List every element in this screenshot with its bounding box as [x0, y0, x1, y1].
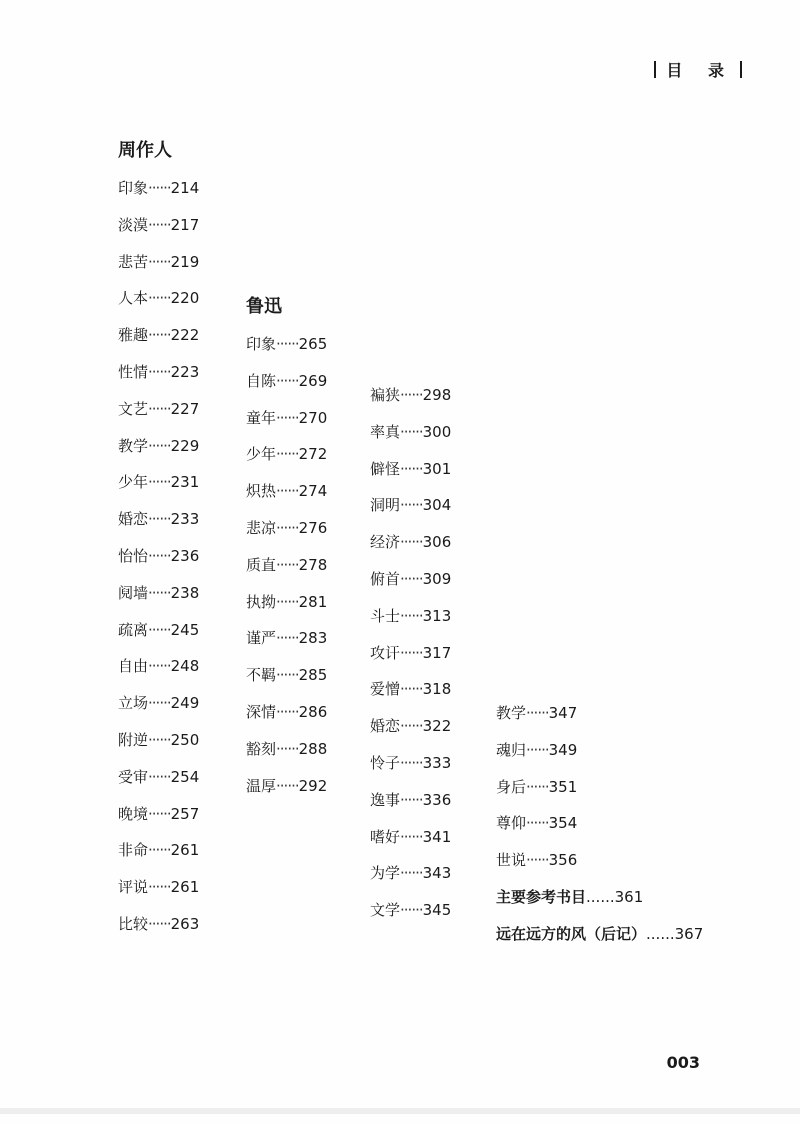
toc-entry-leader: ······	[148, 252, 171, 271]
toc-entry	[370, 753, 451, 773]
toc-entry-label: 深情	[246, 702, 277, 721]
toc-entry-label: 文艺	[118, 399, 149, 418]
toc-entry	[118, 215, 199, 235]
toc-entry-label: 不羁	[246, 666, 277, 685]
column-zhou-zuoren	[118, 141, 199, 951]
toc-entry-page: 217	[170, 215, 200, 234]
toc-entry-leader: ······	[276, 445, 299, 464]
toc-entry-page: 276	[298, 518, 328, 537]
toc-entry-label: 比较	[118, 914, 149, 933]
toc-entry-leader: ······	[148, 841, 171, 860]
toc-entry-leader: ······	[526, 851, 549, 870]
toc-entry-leader: ······	[148, 362, 171, 381]
toc-entry-page: 222	[170, 326, 200, 345]
toc-entry-leader: ······	[148, 179, 171, 197]
toc-entry-leader: ······	[148, 289, 171, 308]
toc-entry-leader: ······	[276, 371, 299, 390]
toc-entry-page: 263	[170, 914, 200, 933]
toc-entry-page: 249	[170, 694, 200, 713]
toc-entry-page: 248	[170, 657, 200, 676]
toc-entry-label: 评说	[118, 878, 149, 897]
toc-entry	[118, 877, 199, 897]
toc-entry-leader: ······	[148, 804, 171, 823]
toc-entry	[370, 679, 451, 699]
toc-entry-label: 人本	[118, 289, 149, 308]
toc-entry-leader: ······	[400, 386, 423, 404]
toc-entry-page: 274	[298, 482, 328, 501]
toc-entry-page: 347	[548, 704, 578, 722]
toc-entry-label: 阋墙	[118, 583, 149, 602]
toc-entry-page: 313	[422, 606, 452, 625]
toc-entry-page: 309	[422, 569, 452, 588]
toc-entry-label: 世说	[496, 851, 527, 870]
toc-entry-leader: ······	[276, 335, 299, 353]
toc-entry-page: 345	[422, 901, 452, 920]
toc-entry-leader: ······	[526, 704, 549, 722]
toc-entry-label: 褊狭	[370, 386, 401, 404]
toc-entry-leader: ······	[400, 496, 423, 515]
toc-entry-label: 少年	[246, 445, 277, 464]
toc-entry-leader: ······	[276, 482, 299, 501]
toc-entry-page: 286	[298, 702, 328, 721]
toc-extra-label: 远在远方的风（后记）	[496, 924, 647, 943]
toc-entry-page: 270	[298, 408, 328, 427]
toc-entry-label: 淡漠	[118, 215, 149, 234]
toc-entry-leader: ······	[148, 730, 171, 749]
toc-entry	[118, 767, 199, 787]
toc-entry-label: 教学	[496, 704, 527, 722]
toc-entry-leader: ······	[148, 215, 171, 234]
toc-entry	[246, 371, 327, 391]
toc-entry-label: 逸事	[370, 790, 401, 809]
column-lu-xun-cont	[370, 385, 451, 937]
toc-entry-label: 身后	[496, 777, 527, 796]
toc-entry-label: 立场	[118, 694, 149, 713]
toc-entry-page: 223	[170, 362, 200, 381]
toc-entry-page: 341	[422, 827, 452, 846]
toc-entry-leader: ······	[276, 629, 299, 648]
toc-entry-page: 250	[170, 730, 200, 749]
toc-entry-page: 285	[298, 666, 328, 685]
toc-entry-page: 261	[170, 841, 200, 860]
toc-entry-leader: ······	[148, 510, 171, 529]
toc-entry-label: 率真	[370, 422, 401, 441]
toc-entry-page: 333	[422, 753, 452, 772]
toc-entry-page: 231	[170, 473, 200, 492]
toc-entry-leader: ······	[400, 864, 423, 883]
toc-entry-leader: ······	[276, 702, 299, 721]
toc-entry-label: 疏离	[118, 620, 149, 639]
toc-entry-label: 爱憎	[370, 680, 401, 699]
toc-entry-label: 质直	[246, 555, 277, 574]
toc-entry-page: 238	[170, 583, 200, 602]
toc-entry-leader: ······	[276, 592, 299, 611]
toc-entry	[370, 569, 451, 589]
toc-entry-label: 怜子	[370, 753, 401, 772]
toc-entry-label: 教学	[118, 436, 149, 455]
toc-entry-label: 嗜好	[370, 827, 401, 846]
toc-entry-leader: ······	[400, 533, 423, 552]
toc-entry	[118, 399, 199, 419]
toc-entry	[370, 606, 451, 626]
toc-entry	[496, 740, 703, 760]
toc-entry	[118, 178, 199, 198]
toc-entry	[118, 288, 199, 308]
header-left-bar	[654, 61, 656, 78]
toc-entry-page: 306	[422, 533, 452, 552]
toc-entry-leader: ······	[276, 776, 299, 795]
toc-entry-page: 349	[548, 740, 578, 759]
toc-entry-label: 温厚	[246, 776, 277, 795]
toc-entry-page: 278	[298, 555, 328, 574]
toc-entry-leader: ······	[400, 753, 423, 772]
toc-entry-page: 261	[170, 878, 200, 897]
toc-entry-leader: ······	[400, 459, 423, 478]
column-lu-xun-end	[496, 703, 703, 961]
toc-entry-leader: ······	[526, 740, 549, 759]
toc-entry-label: 自陈	[246, 371, 277, 390]
toc-entry	[118, 914, 199, 934]
toc-entry-page: 317	[422, 643, 452, 662]
toc-entry-label: 婚恋	[118, 510, 149, 529]
toc-entry-leader: ······	[276, 555, 299, 574]
header-mark	[654, 58, 742, 81]
toc-entry-page: 322	[422, 717, 452, 736]
toc-entry	[118, 252, 199, 272]
toc-entry	[370, 532, 451, 552]
toc-entry-leader: ······	[276, 408, 299, 427]
toc-entry-label: 谨严	[246, 629, 277, 648]
toc-entry-page: 304	[422, 496, 452, 515]
toc-entry-leader: ······	[276, 666, 299, 685]
toc-entry-leader: ······	[148, 546, 171, 565]
toc-entry-label: 印象	[118, 179, 149, 197]
toc-entry-page: 300	[422, 422, 452, 441]
toc-extra-entry	[496, 924, 703, 944]
scan-edge	[0, 1108, 800, 1114]
toc-entry-label: 婚恋	[370, 717, 401, 736]
toc-entry	[370, 422, 451, 442]
toc-entry-page: 292	[298, 776, 328, 795]
toc-entry-leader: ······	[526, 814, 549, 833]
toc-entry	[370, 790, 451, 810]
toc-entry-leader: ······	[400, 643, 423, 662]
toc-entry	[118, 693, 199, 713]
toc-entry	[118, 509, 199, 529]
toc-entry-label: 俯首	[370, 569, 401, 588]
toc-entry-label: 经济	[370, 533, 401, 552]
toc-entry-label: 执拗	[246, 592, 277, 611]
toc-entry-leader: ······	[400, 717, 423, 736]
toc-entry-page: 301	[422, 459, 452, 478]
toc-entry-page: 254	[170, 767, 200, 786]
toc-entry-label: 非命	[118, 841, 149, 860]
toc-entry	[370, 643, 451, 663]
toc-entry-label: 洞明	[370, 496, 401, 515]
toc-entry-page: 356	[548, 851, 578, 870]
toc-entry-page: 229	[170, 436, 200, 455]
toc-entry	[496, 850, 703, 870]
toc-entry-page: 298	[422, 386, 452, 404]
toc-entry-page: 336	[422, 790, 452, 809]
toc-entry-leader: ······	[148, 399, 171, 418]
toc-entry	[118, 620, 199, 640]
toc-entry-page: 343	[422, 864, 452, 883]
toc-entry	[118, 656, 199, 676]
toc-entry-label: 晚境	[118, 804, 149, 823]
toc-entry-leader: ······	[400, 606, 423, 625]
toc-entry	[118, 546, 199, 566]
toc-entry	[370, 900, 451, 920]
toc-entry-leader: ······	[148, 326, 171, 345]
toc-entry-page: 233	[170, 510, 200, 529]
toc-entry	[118, 730, 199, 750]
toc-entry-page: 214	[170, 179, 200, 197]
toc-entry-page: 354	[548, 814, 578, 833]
toc-entry	[246, 444, 327, 464]
toc-entry	[118, 840, 199, 860]
toc-entry	[246, 592, 327, 612]
toc-entry-leader: ······	[148, 620, 171, 639]
page-number: 003	[666, 1053, 700, 1072]
toc-entry-label: 炽热	[246, 482, 277, 501]
toc-entry-label: 印象	[246, 335, 277, 353]
toc-entry-leader: ······	[526, 777, 549, 796]
toc-entry	[246, 776, 327, 796]
toc-entry-label: 附逆	[118, 730, 149, 749]
toc-entry	[370, 863, 451, 883]
toc-entry	[496, 813, 703, 833]
toc-extra-page: ......361	[586, 887, 644, 906]
toc-entry	[118, 362, 199, 382]
toc-entry-leader: ······	[148, 657, 171, 676]
header-right-bar	[740, 61, 742, 78]
toc-entry-leader: ······	[400, 569, 423, 588]
toc-entry-label: 僻怪	[370, 459, 401, 478]
toc-entry	[246, 481, 327, 501]
toc-entry	[118, 804, 199, 824]
toc-entry-leader: ······	[148, 583, 171, 602]
toc-entry-label: 悲凉	[246, 518, 277, 537]
toc-entry	[118, 436, 199, 456]
toc-entry	[370, 716, 451, 736]
toc-entry-page: 220	[170, 289, 200, 308]
toc-entry-page: 219	[170, 252, 200, 271]
toc-entry-page: 351	[548, 777, 578, 796]
toc-extra-label: 主要参考书目	[496, 887, 587, 906]
toc-extra-page: ......367	[646, 924, 704, 943]
toc-entry-leader: ······	[148, 694, 171, 713]
toc-entry-leader: ······	[400, 790, 423, 809]
toc-entry-leader: ······	[148, 436, 171, 455]
section-title-zhou-zuoren: 周作人	[118, 140, 172, 161]
toc-entry-label: 为学	[370, 864, 401, 883]
toc-entry-leader: ······	[276, 518, 299, 537]
toc-entry-label: 尊仰	[496, 814, 527, 833]
toc-entry-page: 272	[298, 445, 328, 464]
toc-entry-label: 魂归	[496, 740, 527, 759]
toc-entry-label: 少年	[118, 473, 149, 492]
header-label: 目 录	[666, 61, 734, 80]
toc-entry-page: 245	[170, 620, 200, 639]
column-lu-xun	[246, 297, 327, 812]
toc-entry-leader: ······	[400, 680, 423, 699]
toc-entry-leader: ······	[148, 767, 171, 786]
toc-entry-label: 怡怡	[118, 546, 149, 565]
toc-entry-page: 269	[298, 371, 328, 390]
toc-entry	[118, 472, 199, 492]
toc-entry	[246, 518, 327, 538]
toc-entry-leader: ······	[148, 914, 171, 933]
toc-entry-page: 281	[298, 592, 328, 611]
toc-entry	[370, 495, 451, 515]
toc-entry	[118, 583, 199, 603]
toc-entry-label: 豁刻	[246, 739, 277, 758]
toc-entry	[246, 555, 327, 575]
toc-entry-page: 236	[170, 546, 200, 565]
toc-entry-page: 283	[298, 629, 328, 648]
section-title-lu-xun: 鲁迅	[246, 296, 282, 317]
toc-entry	[370, 459, 451, 479]
toc-entry	[370, 827, 451, 847]
toc-entry-label: 童年	[246, 408, 277, 427]
toc-entry	[246, 628, 327, 648]
toc-entry-leader: ······	[400, 901, 423, 920]
toc-entry-label: 性情	[118, 362, 149, 381]
toc-entry	[370, 385, 451, 405]
toc-entry-page: 227	[170, 399, 200, 418]
toc-entry-label: 文学	[370, 901, 401, 920]
toc-entry-leader: ······	[400, 827, 423, 846]
toc-entry	[246, 665, 327, 685]
toc-entry-label: 雅趣	[118, 326, 149, 345]
toc-entry-label: 悲苦	[118, 252, 149, 271]
toc-entry-label: 斗士	[370, 606, 401, 625]
toc-entry-leader: ······	[400, 422, 423, 441]
toc-entry-label: 受审	[118, 767, 149, 786]
toc-entry-leader: ······	[148, 878, 171, 897]
toc-entry-label: 攻讦	[370, 643, 401, 662]
toc-entry	[246, 739, 327, 759]
toc-entry	[496, 777, 703, 797]
toc-entry-page: 265	[298, 335, 328, 353]
toc-entry	[246, 702, 327, 722]
toc-extra-entry	[496, 887, 703, 907]
toc-entry	[118, 325, 199, 345]
toc-entry-label: 自由	[118, 657, 149, 676]
toc-entry	[496, 703, 703, 723]
toc-entry	[246, 408, 327, 428]
toc-entry-leader: ······	[148, 473, 171, 492]
toc-entry-leader: ······	[276, 739, 299, 758]
toc-entry-page: 288	[298, 739, 328, 758]
toc-entry-page: 257	[170, 804, 200, 823]
toc-entry	[246, 334, 327, 354]
toc-entry-page: 318	[422, 680, 452, 699]
